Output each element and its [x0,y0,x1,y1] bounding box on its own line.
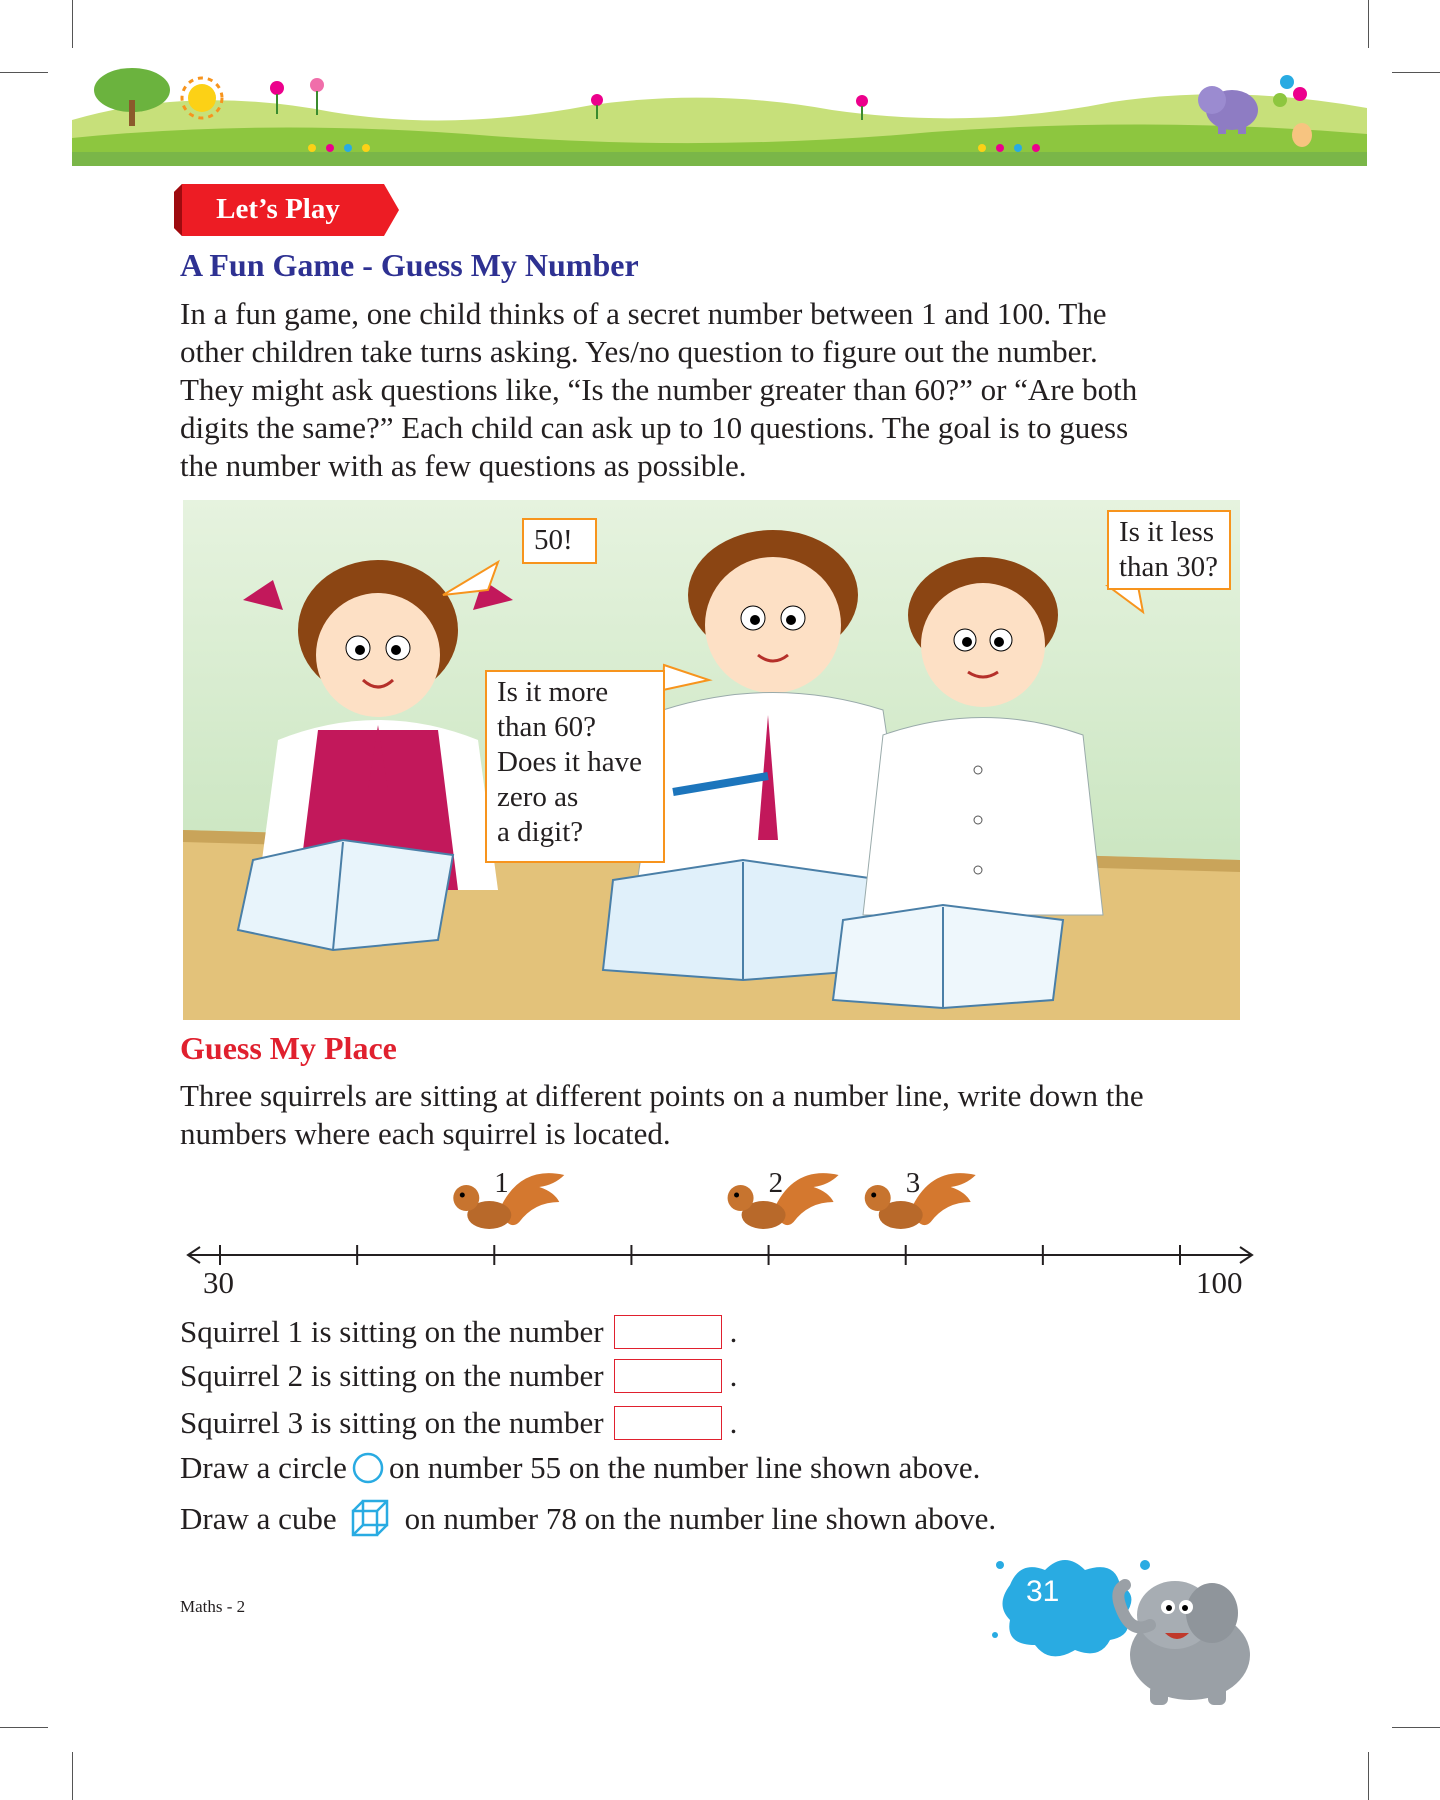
page-number: 31 [1026,1575,1060,1608]
elephant-splash-art [990,1545,1280,1710]
crop-mark [1368,1752,1369,1800]
crop-mark [72,1752,73,1800]
question-text: Squirrel 3 is sitting on the number [180,1405,604,1440]
bubble-line: Is it more [497,676,609,708]
answer-box-squirrel-2[interactable] [614,1359,722,1393]
answer-box-squirrel-1[interactable] [614,1315,722,1349]
paragraph-line: In a fun game, one child thinks of a secret number between 1 and 100. The [180,296,1107,331]
instruction-text: Draw a cube [180,1501,337,1536]
number-line-end-label: 100 [1196,1265,1243,1300]
crop-mark [1392,1727,1440,1728]
classroom-illustration [183,500,1240,1020]
paragraph-line: the number with as few questions as possible. [180,448,747,483]
section-title: Guess My Place [180,1030,397,1066]
instruction-text: on number 78 on the number line shown above. [404,1501,997,1536]
bubble-line: Does it have [497,746,642,778]
paragraph-line: numbers where each squirrel is located. [180,1116,671,1151]
circle-icon [351,1451,385,1485]
answer-row [180,1312,737,1352]
crop-mark [0,1727,48,1728]
answer-box-squirrel-3[interactable] [614,1406,722,1440]
paragraph-line: other children take turns asking. Yes/no question to figure out the number. [180,334,1098,369]
number-line [180,1160,1270,1320]
bubble-line: a digit? [497,816,584,848]
paragraph-line: digits the same?” Each child can ask up to 10 questions. The goal is to guess [180,410,1129,445]
question-text: Squirrel 1 is sitting on the number [180,1314,604,1349]
section-title: A Fun Game - Guess My Number [180,247,639,283]
classroom-scene-art [183,500,1240,1020]
crop-mark [72,0,73,48]
paragraph-line: They might ask questions like, “Is the number greater than 60?” or “Are both [180,372,1138,407]
bubble-line: than 60? [497,711,597,743]
answer-row [180,1356,737,1396]
instruction-text: Draw a circle [180,1450,347,1485]
period: . [729,1314,738,1349]
instruction-text: on number 55 on the number line shown above. [388,1450,981,1485]
crop-mark [1392,72,1440,73]
answer-row [180,1403,737,1443]
period: . [729,1358,738,1393]
cube-icon [349,1497,393,1541]
speech-bubble-right-boy [1107,510,1231,590]
number-line-start-label: 30 [203,1265,234,1300]
page-number-badge [990,1545,1280,1710]
number-line-graphic [180,1160,1270,1320]
speech-bubble-middle-boy [485,670,665,863]
paragraph-line: Three squirrels are sitting at different points on a number line, write down the [180,1078,1144,1113]
bubble-line: than 30? [1119,551,1219,583]
squirrel-label: 3 [905,1167,921,1199]
tag-label: Let’s Play [216,192,340,225]
squirrel-label: 2 [768,1167,784,1199]
speech-bubble-girl [522,518,597,564]
bubble-line: zero as [497,781,579,813]
draw-circle-instruction [180,1450,980,1486]
squirrel-label: 1 [494,1167,509,1199]
period: . [729,1405,738,1440]
crop-mark [0,72,48,73]
question-text: Squirrel 2 is sitting on the number [180,1358,604,1393]
book-footer: Maths - 2 [180,1597,246,1616]
bubble-line: Is it less [1119,516,1215,548]
crop-mark [1368,0,1369,48]
bubble-text: 50! [534,524,573,556]
draw-cube-instruction [180,1497,996,1541]
meadow-banner [72,60,1367,166]
